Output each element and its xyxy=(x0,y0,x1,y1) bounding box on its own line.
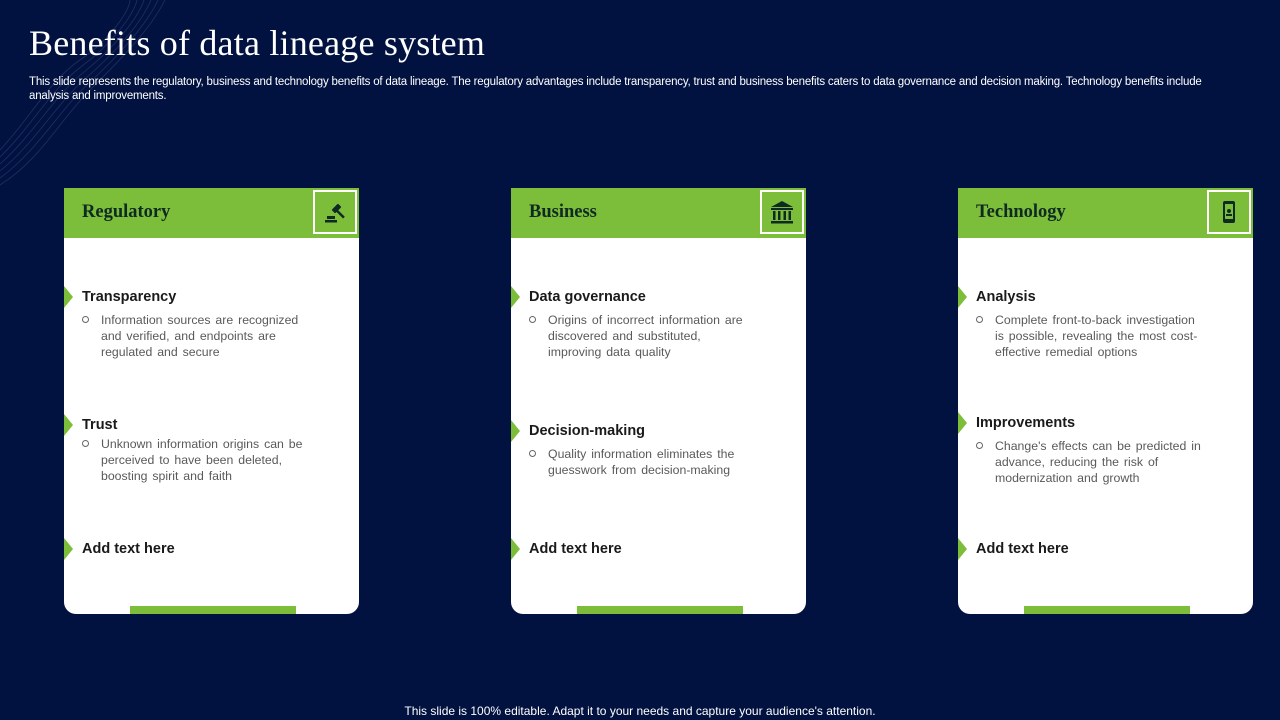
card-title: Regulatory xyxy=(82,202,171,222)
card-footer-bar xyxy=(1024,606,1190,614)
placeholder-text[interactable]: Add text here xyxy=(976,541,1069,557)
bullet xyxy=(529,446,754,478)
triangle-marker-icon xyxy=(64,414,73,436)
card-header xyxy=(511,188,806,238)
bullet-circle-icon xyxy=(976,442,983,449)
card-title: Business xyxy=(529,202,597,222)
smartphone-icon xyxy=(1207,190,1251,234)
triangle-marker-icon xyxy=(958,412,967,434)
card-title: Technology xyxy=(976,202,1066,222)
item-text: Complete front-to-back investigation is possible, revealing the most cost-effective remedial options xyxy=(995,313,1198,359)
triangle-marker-icon xyxy=(511,420,520,442)
card-regulatory xyxy=(64,188,359,614)
item-text: Change's effects can be predicted in advance, reducing the risk of modernization and growth xyxy=(995,439,1201,485)
bullet xyxy=(82,436,307,484)
page-subtitle: This slide represents the regulatory, business and technology benefits of data lineage. The regulatory advantages include transparency, trust and business benefits caters to data governance and decision making. Technology benefits include analysis and improvements. xyxy=(29,76,1202,102)
triangle-marker-icon xyxy=(64,286,73,308)
item-title: Analysis xyxy=(976,289,1036,305)
page-title: Benefits of data lineage system xyxy=(29,23,486,63)
item-title: Data governance xyxy=(529,289,646,305)
item-text: Unknown information origins can be perceived to have been deleted, boosting spirit and faith xyxy=(101,437,303,483)
triangle-marker-icon xyxy=(64,538,73,560)
bullet xyxy=(82,312,307,360)
item-text: Information sources are recognized and verified, and endpoints are regulated and secure xyxy=(101,313,299,359)
bullet xyxy=(976,438,1201,486)
card-business xyxy=(511,188,806,614)
card-header xyxy=(958,188,1253,238)
bullet-circle-icon xyxy=(529,316,536,323)
card-technology xyxy=(958,188,1253,614)
card-header xyxy=(64,188,359,238)
item-title: Decision-making xyxy=(529,423,646,439)
item-title: Transparency xyxy=(82,289,177,305)
bank-icon xyxy=(760,190,804,234)
item-text: Origins of incorrect information are discovered and substituted, improving data quality xyxy=(548,313,743,359)
triangle-marker-icon xyxy=(511,286,520,308)
triangle-marker-icon xyxy=(958,286,967,308)
item-text: Quality information eliminates the guesswork from decision-making xyxy=(548,447,735,477)
placeholder-text[interactable]: Add text here xyxy=(529,541,622,557)
card-footer-bar xyxy=(577,606,743,614)
gavel-icon xyxy=(313,190,357,234)
placeholder-text[interactable]: Add text here xyxy=(82,541,175,557)
triangle-marker-icon xyxy=(511,538,520,560)
bullet-circle-icon xyxy=(82,440,89,447)
item-title: Trust xyxy=(82,417,118,433)
footer-note: This slide is 100% editable. Adapt it to your needs and capture your audience's attention. xyxy=(404,704,876,718)
bullet xyxy=(976,312,1201,360)
item-title: Improvements xyxy=(976,415,1076,431)
bullet-circle-icon xyxy=(976,316,983,323)
bullet xyxy=(529,312,754,360)
bullet-circle-icon xyxy=(82,316,89,323)
triangle-marker-icon xyxy=(958,538,967,560)
bullet-circle-icon xyxy=(529,450,536,457)
card-footer-bar xyxy=(130,606,296,614)
